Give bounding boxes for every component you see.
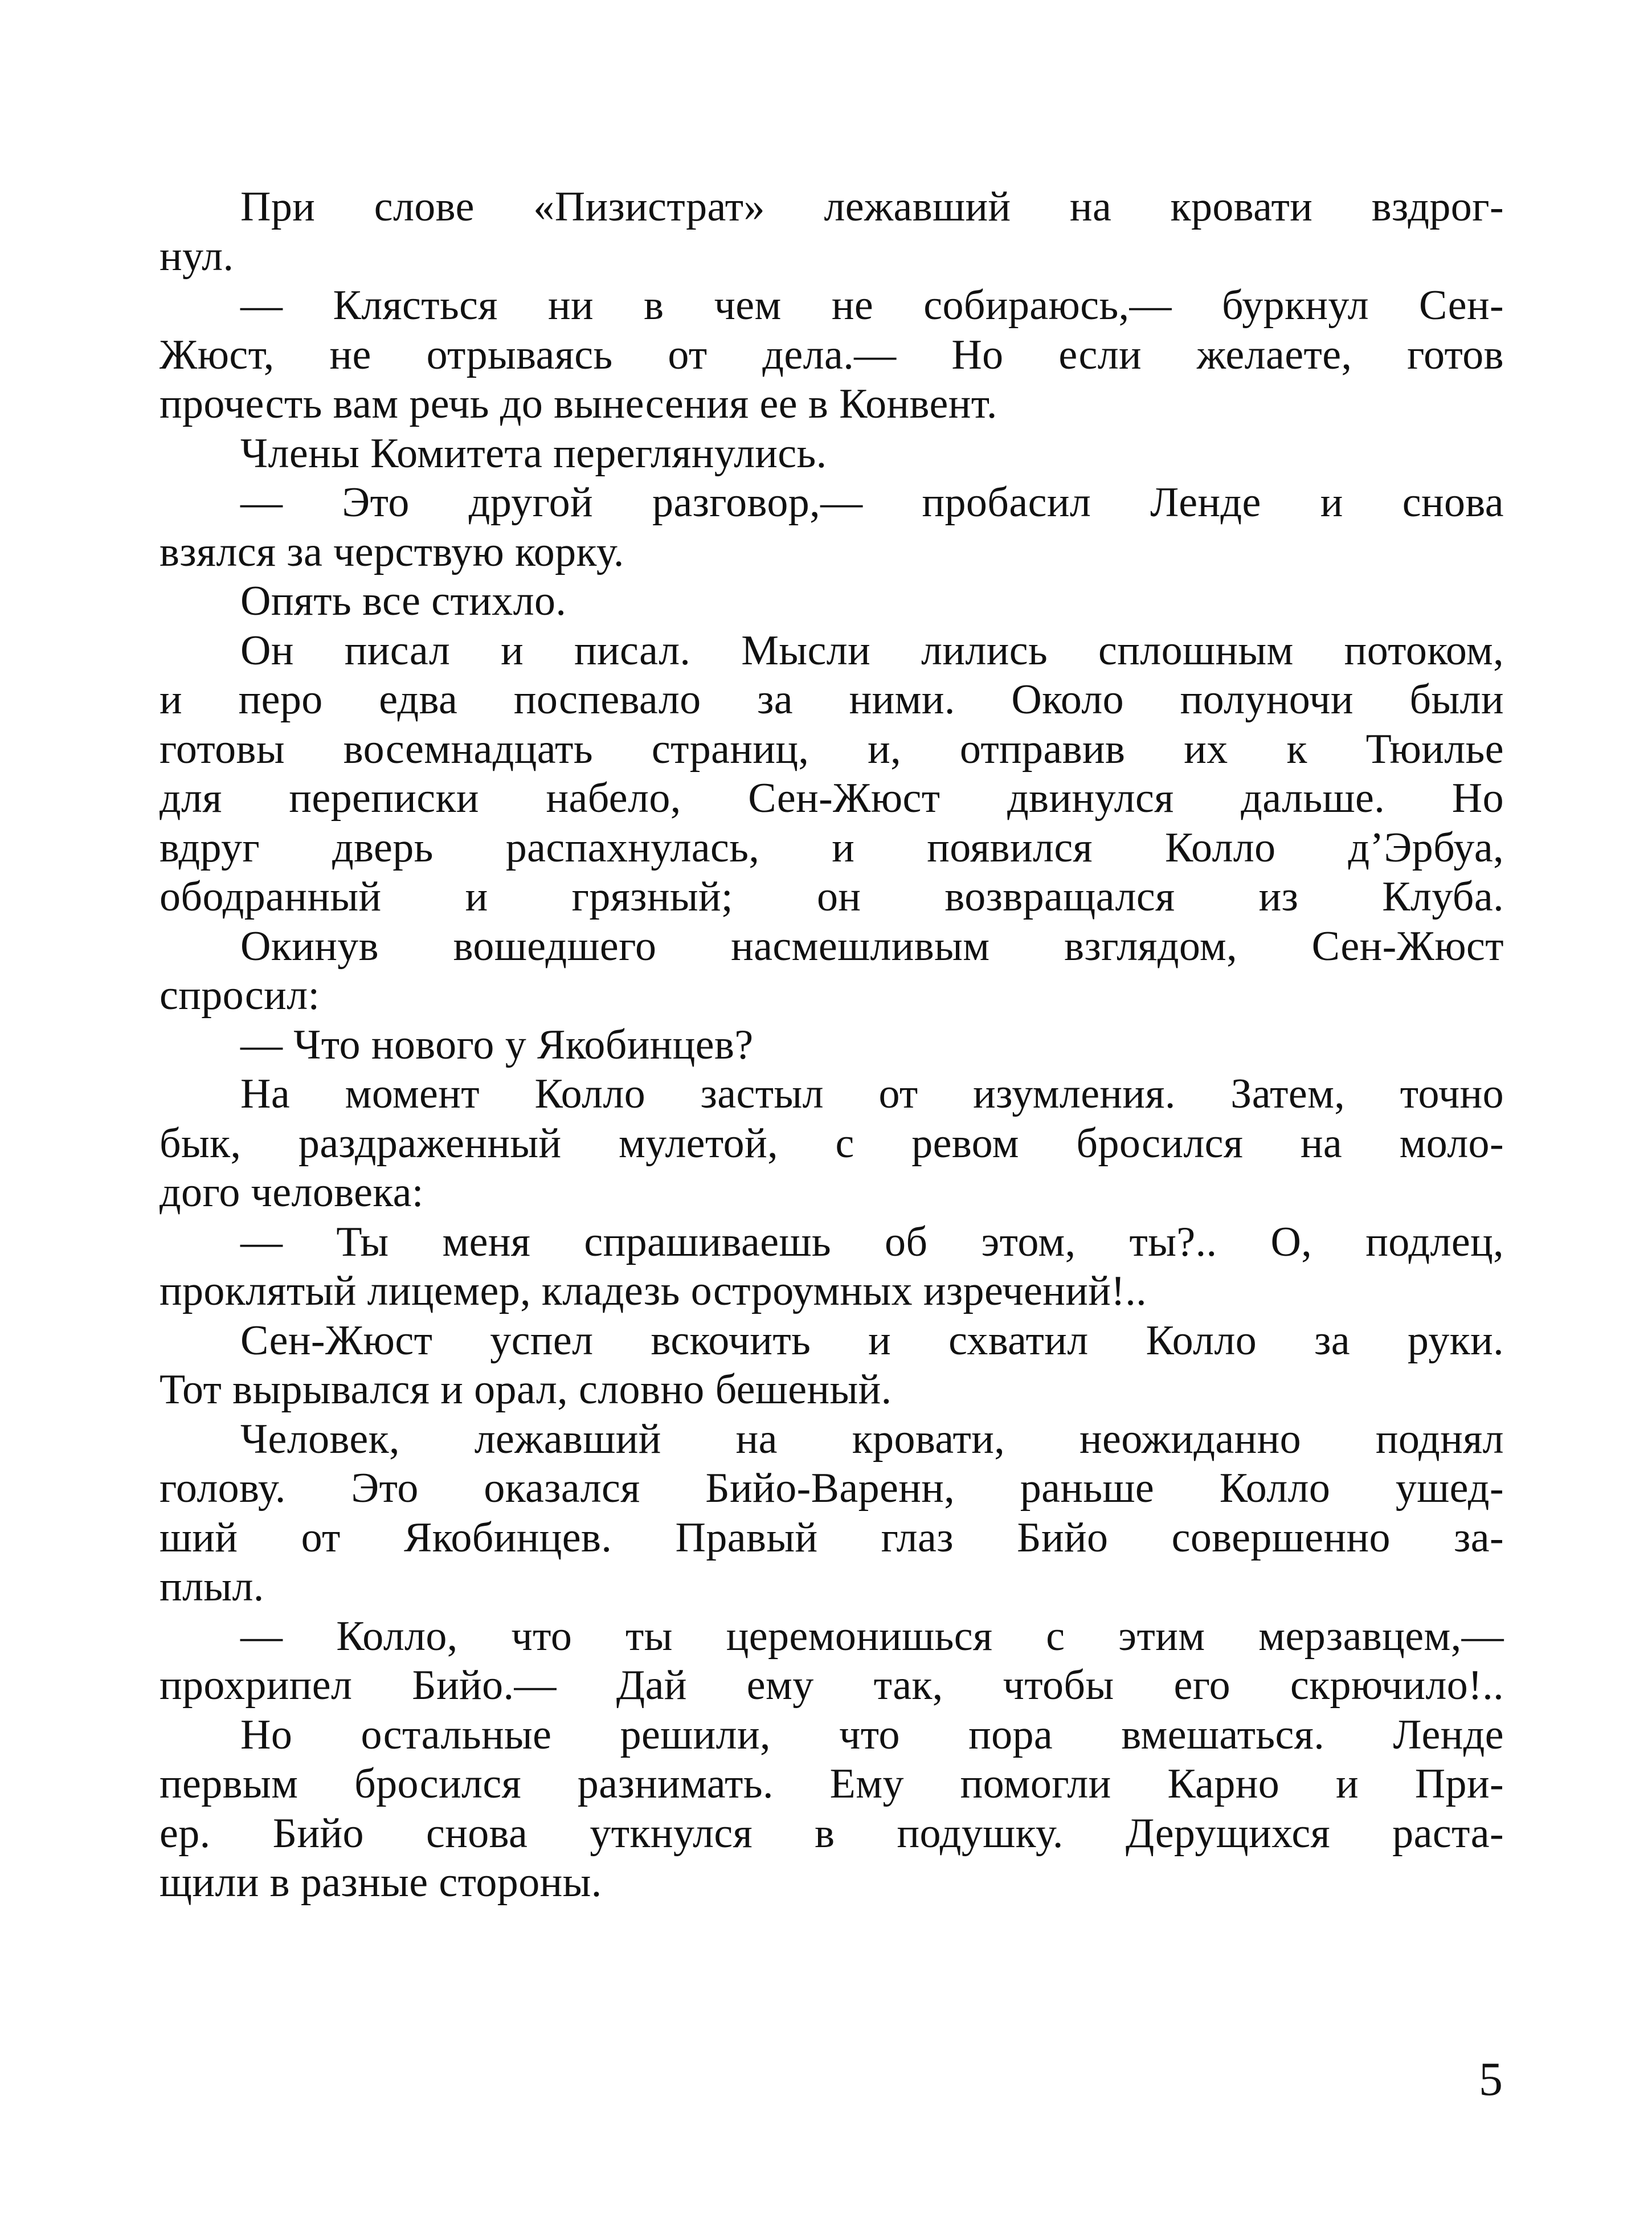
text-line: На момент Колло застыл от изумления. Затем, точно	[240, 1071, 1504, 1117]
text-line: готовы восемнадцать страниц, и, отправив их к Тюилье	[160, 725, 1504, 773]
text-line: Он писал и писал. Мысли лились сплошным потоком,	[240, 627, 1504, 674]
text-line: Члены Комитета переглянулись.	[240, 430, 827, 477]
text-line: дого человека:	[160, 1169, 424, 1216]
text-line: проклятый лицемер, кладезь остроумных изречений!..	[160, 1268, 1147, 1314]
page-number: 5	[1479, 2053, 1503, 2106]
body-text	[160, 182, 1504, 1908]
text-line: ер. Бийо снова уткнулся в подушку. Дерущихся раста-	[160, 1810, 1504, 1857]
text-line: — Ты меня спрашиваешь об этом, ты?.. О, подлец,	[240, 1218, 1504, 1265]
text-line: Окинув вошедшего насмешливым взглядом, Сен-Жюст	[240, 922, 1504, 970]
text-line: Жюст, не отрываясь от дела.— Но если желаете, готов	[160, 331, 1504, 378]
text-line: — Клясться ни в чем не собираюсь,— буркнул Сен-	[240, 282, 1504, 329]
text-line: бык, раздраженный мулетой, с ревом бросился на моло-	[160, 1120, 1504, 1167]
text-line: первым бросился разнимать. Ему помогли Карно и При-	[160, 1761, 1504, 1807]
text-line: спросил:	[160, 972, 320, 1019]
text-line: Сен-Жюст успел вскочить и схватил Колло за руки.	[240, 1317, 1504, 1364]
text-line: для переписки набело, Сен-Жюст двинулся дальше. Но	[160, 775, 1504, 822]
text-line: Но остальные решили, что пора вмешаться. Ленде	[240, 1711, 1504, 1758]
text-line: — Колло, что ты церемонишься с этим мерзавцем,—	[240, 1612, 1504, 1660]
text-line: Тот вырывался и орал, словно бешеный.	[160, 1366, 892, 1413]
text-line: Человек, лежавший на кровати, неожиданно поднял	[240, 1415, 1504, 1463]
text-line: щили в разные стороны.	[160, 1859, 602, 1906]
text-line: прохрипел Бийо.— Дай ему так, чтобы его скрючило!..	[160, 1662, 1504, 1709]
text-line: и перо едва поспевало за ними. Около полуночи были	[160, 676, 1504, 723]
text-line: голову. Это оказался Бийо-Варенн, раньше Колло ушед-	[160, 1465, 1504, 1512]
text-line: При слове «Пизистрат» лежавший на кровати вздрог-	[240, 183, 1504, 230]
text-line: прочесть вам речь до вынесения ее в Конвент.	[160, 381, 997, 427]
text-line: ободранный и грязный; он возвращался из Клуба.	[160, 873, 1504, 920]
text-line: взялся за черствую корку.	[160, 528, 624, 575]
text-line: нул.	[160, 232, 234, 280]
text-line: — Что нового у Якобинцев?	[240, 1021, 754, 1068]
text-line: ший от Якобинцев. Правый глаз Бийо совершенно за-	[160, 1514, 1504, 1561]
text-line: плыл.	[160, 1563, 264, 1610]
text-line: — Это другой разговор,— пробасил Ленде и снова	[240, 479, 1504, 526]
text-line: вдруг дверь распахнулась, и появился Колло д’Эрбуа,	[160, 824, 1504, 871]
text-line: Опять все стихло.	[240, 578, 567, 624]
